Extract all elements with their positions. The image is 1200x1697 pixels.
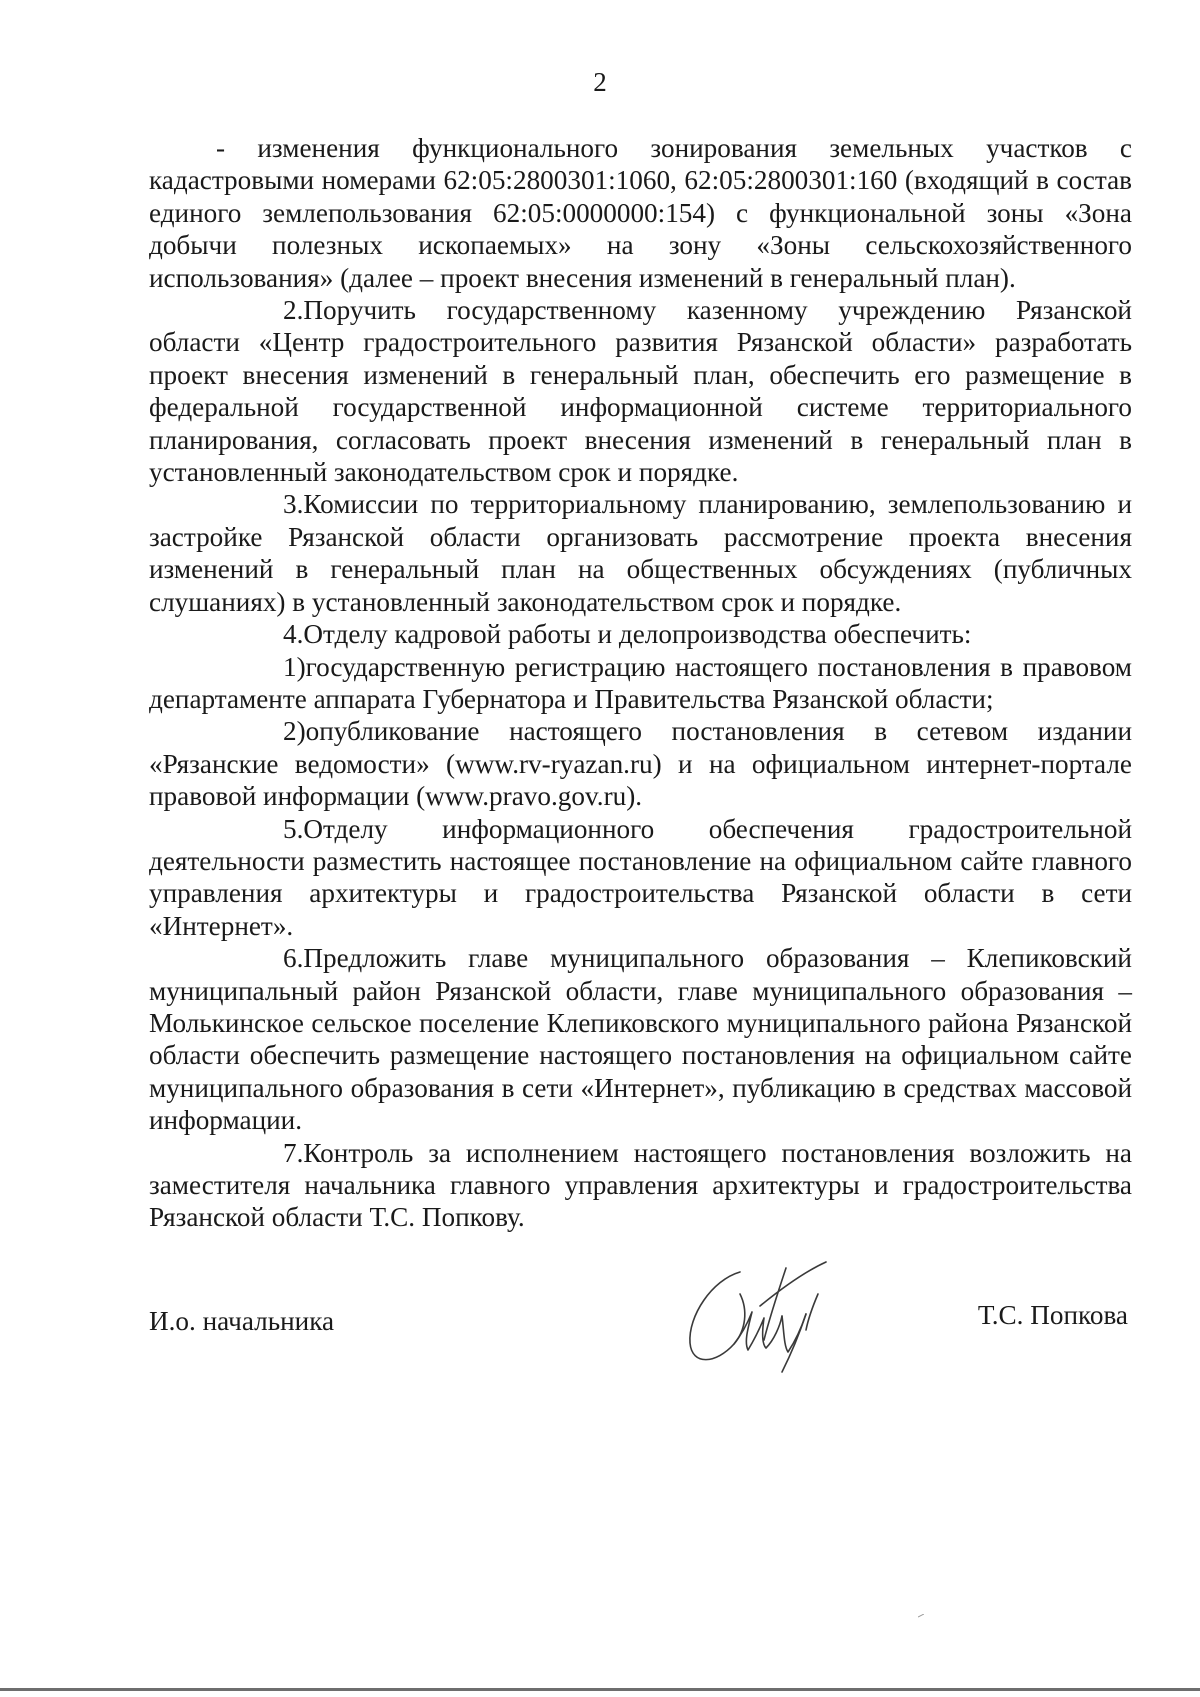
paragraph-subitem-2 [149, 715, 1132, 812]
paragraph-text: Контроль за исполнением настоящего постановления возложить на заместителя начальника главного управления архитектуры и градостроительства Рязанской области Т.С. Попкову. [149, 1137, 1132, 1233]
item-number: 7. [283, 1137, 304, 1168]
paragraph-text: опубликование настоящего постановления в сетевом издании «Рязанские ведомости» (www.rv-ryazan.ru) и на официальном интернет-портале правовой информации (www.pravo.gov.ru). [149, 716, 1132, 812]
item-number: 4. [283, 619, 304, 650]
page-bottom-edge [0, 1688, 1200, 1691]
page-number: 2 [593, 67, 607, 97]
paragraph-text: Отделу кадровой работы и делопроизводства обеспечить: [303, 619, 972, 650]
item-number: 5. [283, 813, 304, 844]
subitem-number: 2) [283, 716, 306, 747]
paragraph-item-6 [149, 942, 1132, 1136]
paragraph-item-7 [149, 1137, 1132, 1234]
signature-block [149, 1300, 1132, 1345]
paragraph-item-4 [149, 618, 1132, 650]
paragraph-zoning-change [149, 132, 1132, 294]
handwritten-signature [678, 1248, 858, 1378]
paragraph-item-3 [149, 488, 1132, 618]
paragraph-text: Предложить главе муниципального образования – Клепиковский муниципальный район Рязанской области, главе муниципального образования – Молькинское сельское поселение Клепиковского муниципального района Рязанской области обеспечить размещение настоящего постановления на официальном сайте муниципального образования в сети «Интернет», публикацию в средствах массовой информации. [149, 943, 1132, 1136]
paragraph-text: - изменения функционального зонирования земельных участков с кадастровыми номерами 62:05:2800301:1060, 62:05:2800301:160 (входящий в состав единого землепользования 62:05:0000000:154) с функциональной зоны «Зона добычи полезных ископаемых» на зону «Зоны сельскохозяйственного использования» (далее – проект внесения изменений в генеральный план). [149, 133, 1132, 293]
document-body [149, 132, 1132, 1234]
paragraph-text: Поручить государственному казенному учреждению Рязанской области «Центр градостроительного развития Рязанской области» разработать проект внесения изменений в генеральный план, обеспечить его размещение в федеральной государственной информационной системе территориального планирования, согласовать проект внесения изменений в генеральный план в установленный законодательством срок и порядке. [149, 295, 1132, 488]
paragraph-text: Комиссии по территориальному планированию, землепользованию и застройке Рязанской области организовать рассмотрение проекта внесения изменений в генеральный план на общественных обсуждениях (публичных слушаниях) в установленный законодательством срок и порядке. [149, 489, 1132, 617]
subitem-number: 1) [283, 651, 306, 682]
signatory-position: И.о. начальника [149, 1306, 335, 1336]
paragraph-item-2 [149, 294, 1132, 488]
item-number: 6. [283, 943, 304, 974]
item-number: 3. [283, 489, 304, 520]
paragraph-subitem-1 [149, 651, 1132, 716]
signatory-name: Т.С. Попкова [977, 1300, 1128, 1330]
paragraph-text: Отделу информационного обеспечения градостроительной деятельности разместить настоящее постановление на официальном сайте главного управления архитектуры и градостроительства Рязанской области в сети «Интернет». [149, 813, 1132, 941]
paragraph-text: государственную регистрацию настоящего постановления в правовом департаменте аппарата Губернатора и Правительства Рязанской области; [149, 651, 1132, 714]
item-number: 2. [283, 295, 304, 326]
paragraph-item-5 [149, 813, 1132, 943]
scan-speck [918, 1614, 924, 1618]
